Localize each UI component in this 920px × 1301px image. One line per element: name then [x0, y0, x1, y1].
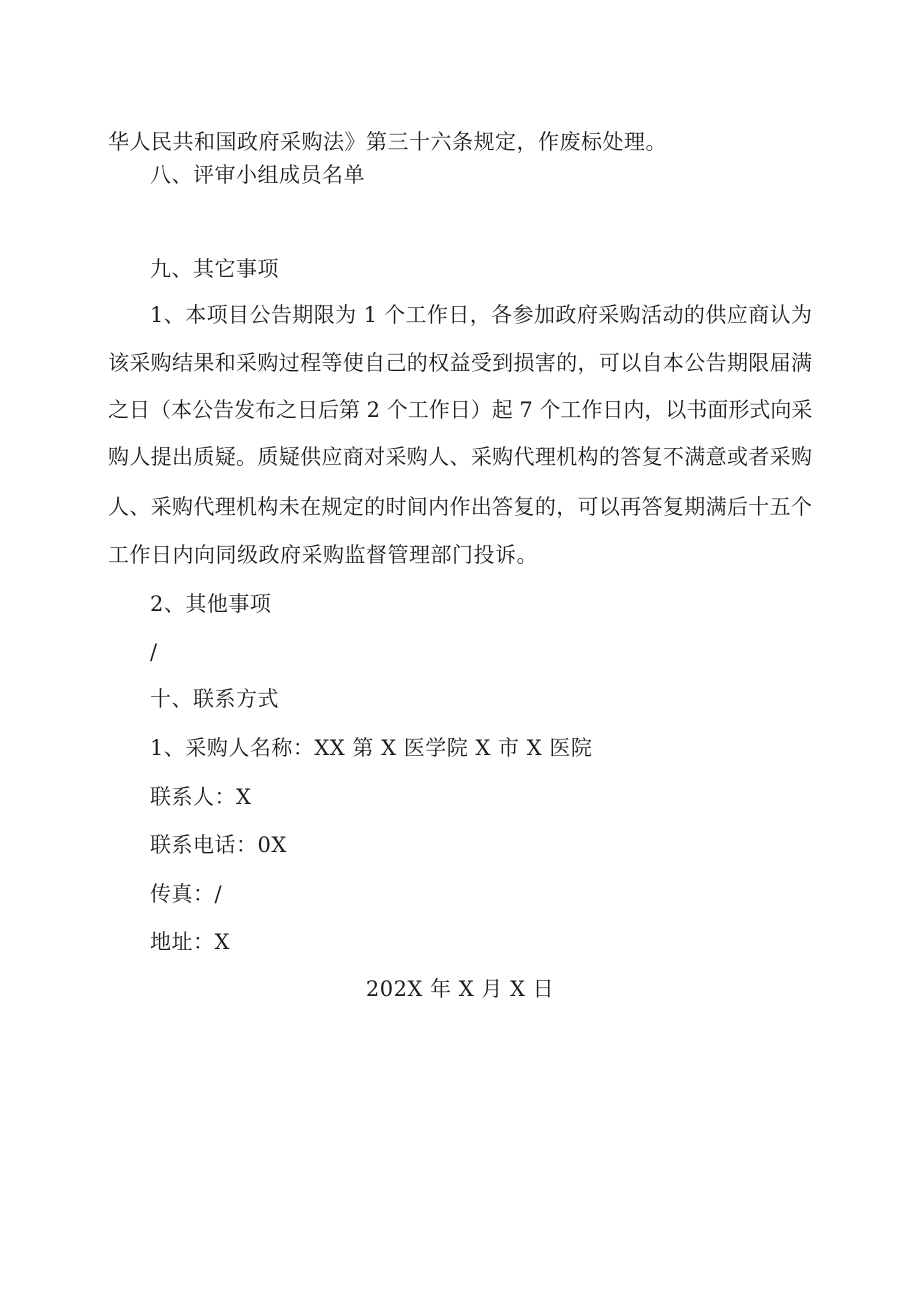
contact-phone: 联系电话：0X	[150, 833, 287, 857]
item-1-line-4: 购人提出质疑。质疑供应商对采购人、采购代理机构的答复不满意或者采购	[108, 445, 812, 469]
section-8-heading: 八、评审小组成员名单	[150, 163, 365, 187]
item-1-line-2: 该采购结果和采购过程等使自己的权益受到损害的，可以自本公告期限届满	[108, 351, 812, 375]
item-1-line-6: 工作日内向同级政府采购监督管理部门投诉。	[108, 543, 538, 567]
contact-address: 地址：X	[150, 930, 230, 954]
item-1-line-5: 人、采购代理机构未在规定的时间内作出答复的，可以再答复期满后十五个	[108, 495, 812, 519]
document-date: 202X 年 X 月 X 日	[365, 977, 555, 1001]
item-1-line-1: 1、本项目公告期限为 1 个工作日，各参加政府采购活动的供应商认为	[150, 303, 812, 327]
continuation-line: 华人民共和国政府采购法》第三十六条规定，作废标处理。	[108, 130, 667, 154]
contact-person: 联系人：X	[150, 785, 252, 809]
contact-fax: 传真：/	[150, 882, 223, 906]
item-1-line-3: 之日（本公告发布之日后第 2 个工作日）起 7 个工作日内，以书面形式向采	[108, 398, 813, 422]
item-2-heading: 2、其他事项	[150, 592, 272, 616]
section-10-heading: 十、联系方式	[150, 687, 279, 711]
item-2-value: /	[150, 640, 158, 664]
section-9-heading: 九、其它事项	[150, 257, 279, 281]
purchaser-name: 1、采购人名称：XX 第 X 医学院 X 市 X 医院	[150, 736, 593, 760]
